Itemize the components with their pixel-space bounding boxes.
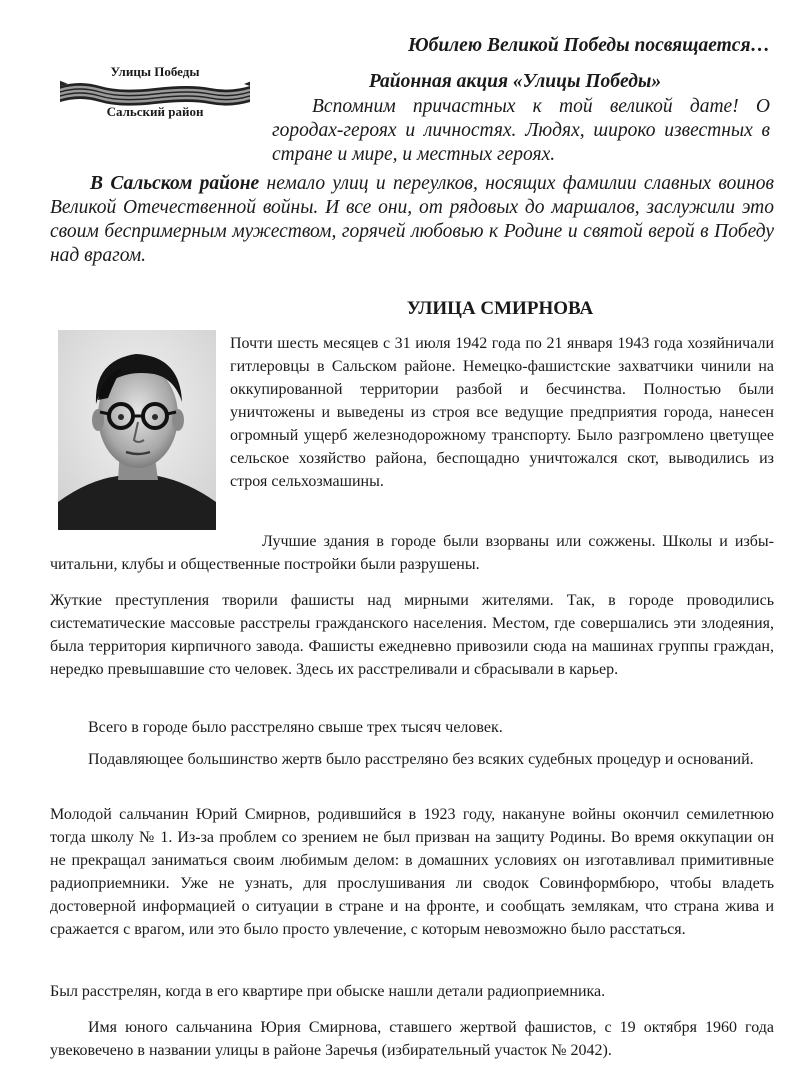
logo-subtitle: Сальский район <box>106 104 204 119</box>
article-paragraph-4: Всего в городе было расстреляно свыше трех тысяч человек. <box>88 719 503 736</box>
dedication-line: Юбилею Великой Победы посвящается… <box>408 35 770 56</box>
article-paragraph-1: Почти шесть месяцев с 31 июля 1942 года по 21 января 1943 года хозяйничали гитлеровцы в Сальском районе. Немецко-фашистские захватчики чинили на оккупированной территории разбой и бесчинства. Полностью были уничтожены и выведены из строя все ведущие предприятия города, нанесен огромный ущерб железнодорожному транспорту. Было разгромлено цветущее сельское хозяйство района, беспощадно уничтожался скот, выводились из строя сельхозмашины. <box>230 335 774 490</box>
article-title: УЛИЦА СМИРНОВА <box>406 298 594 319</box>
lead-bold: В Сальском районе <box>90 173 260 194</box>
logo-title: Улицы Победы <box>110 64 200 79</box>
article-paragraph-2: Лучшие здания в городе были взорваны или сожжены. Школы и избы-читальни, клубы и общественные постройки были разрушены. <box>50 533 774 573</box>
campaign-title: Районная акция «Улицы Победы» <box>368 71 662 92</box>
lead-paragraph <box>50 172 774 268</box>
article-paragraph-7: Был расстрелян, когда в его квартире при обыске нашли детали радиоприемника. <box>50 983 606 1000</box>
lead-rest: немало улиц и переулков, носящих фамилии славных воинов Великой Отечественной войны. И все они, от рядовых до маршалов, заслужили это своим беспримерным мужеством, горячей любовью к Родине и святой верой в Победу над врагом. <box>50 173 774 266</box>
article-paragraph-6: Молодой сальчанин Юрий Смирнов, родившийся в 1923 году, накануне войны окончил семилетнюю тогда школу № 1. Из-за проблем со зрением не был призван на защиту Родины. Во время оккупации он не прекращал заниматься своим любимым делом: в домашних условиях он изготавливал примитивные радиоприемники. Уже не узнать, для прослушивания ли сводок Совинформбюро, чтобы владеть достоверной информацией о ситуации в стране и на фронте, и сообщать землякам, что страна жива и сражается с врагом, или это было просто увлечение, с которым невозможно было расстаться. <box>50 806 774 938</box>
portrait-photo <box>58 330 216 530</box>
article-paragraph-5: Подавляющее большинство жертв было расстреляно без всяких судебных процедур и оснований. <box>88 751 754 768</box>
intro-paragraph: Вспомним причастных к той великой дате! О городах-героях и личностях. Людях, широко известных в стране и мире, и местных героях. <box>272 96 770 165</box>
article-paragraph-3: Жуткие преступления творили фашисты над мирными жителями. Так, в городе проводились систематические массовые расстрелы гражданского населения. Местом, где совершались эти злодеяния, была территория кирпичного завода. Фашисты ежедневно привозили сюда на машинах группы граждан, нередко превышавшие сто человек. Здесь их расстреливали и сбрасывали в карьер. <box>50 592 774 678</box>
article-paragraph-8: Имя юного сальчанина Юрия Смирнова, ставшего жертвой фашистов, с 19 октября 1960 года увековечено в названии улицы в районе Заречья (избирательный участок № 2042). <box>50 1019 774 1059</box>
